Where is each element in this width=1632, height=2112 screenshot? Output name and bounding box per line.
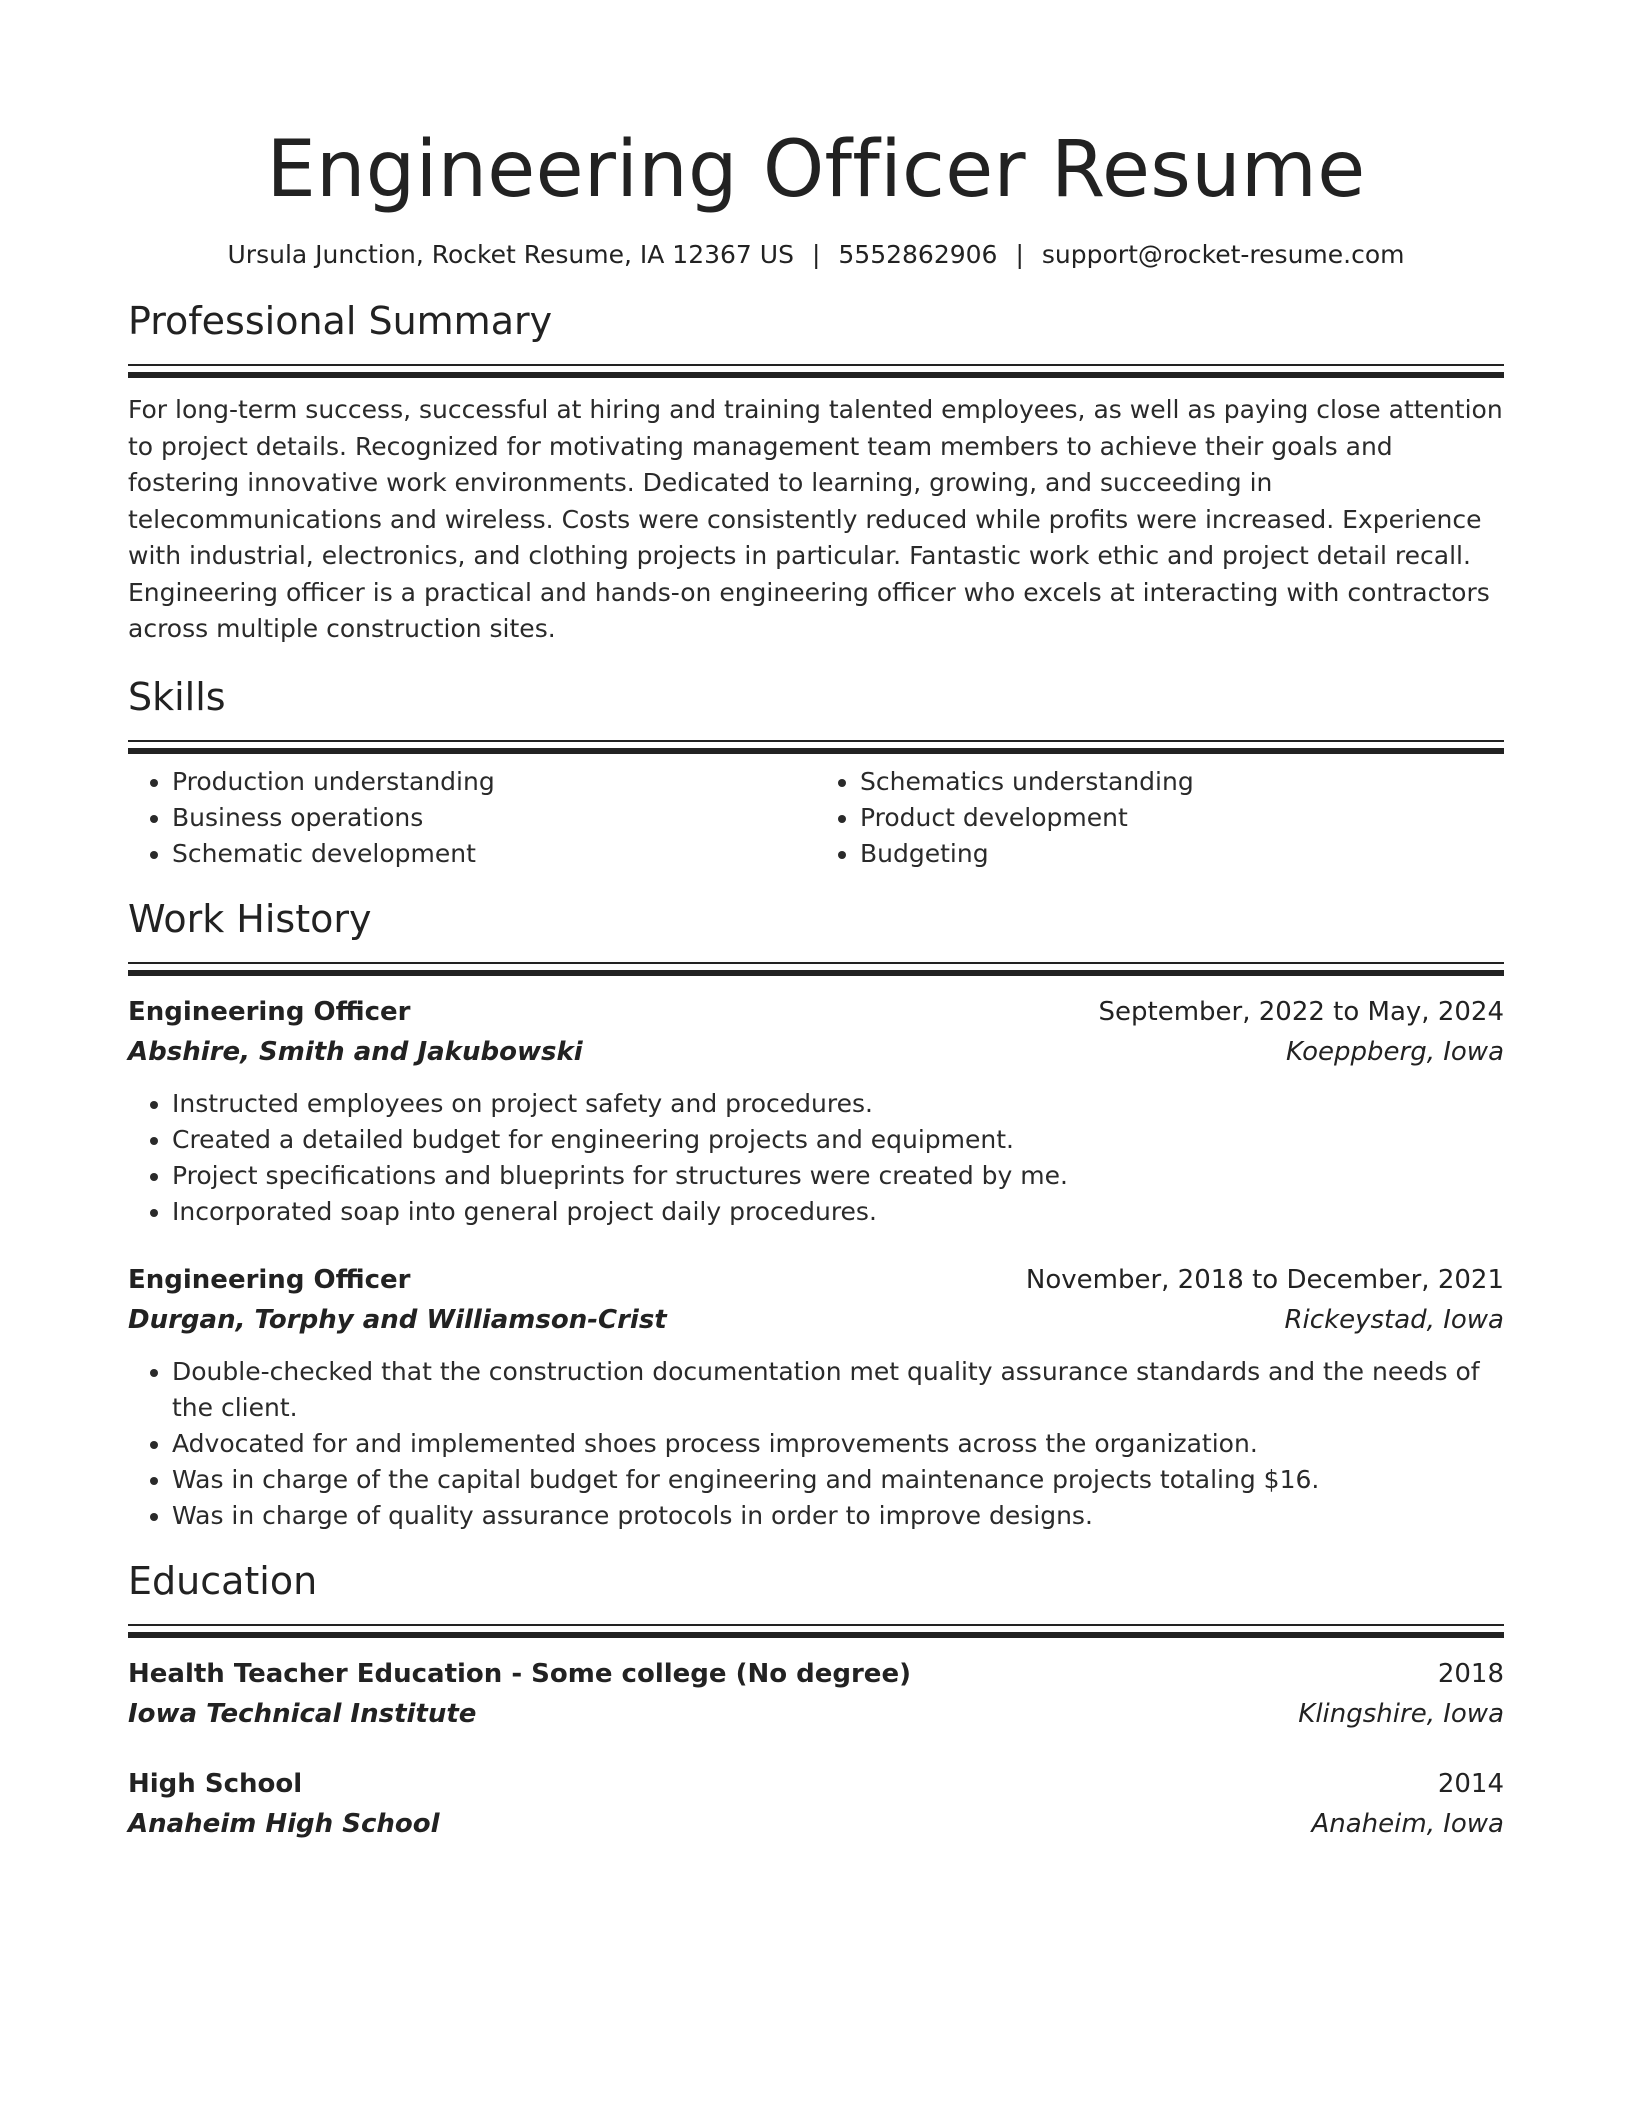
education-heading: Education [128, 1558, 318, 1603]
job-bullets [128, 1354, 1504, 1534]
education-header [128, 1764, 1504, 1804]
job-bullet: • Incorporated soap into general project daily procedures. [172, 1194, 1504, 1230]
job-company: Abshire, Smith and Jakubowski [128, 1036, 583, 1067]
job-subheader [128, 1300, 1504, 1340]
skill-item: • Schematics understanding [860, 764, 1504, 800]
job-bullet: • Double-checked that the construction documentation met quality assurance standards and the needs of the client. [172, 1354, 1504, 1426]
job-entry [128, 992, 1504, 1230]
education-header [128, 1654, 1504, 1694]
job-bullet: • Advocated for and implemented shoes process improvements across the organization. [172, 1426, 1504, 1462]
education-year: 2018 [1437, 1658, 1504, 1689]
skills-heading: Skills [128, 674, 226, 719]
education-degree: Health Teacher Education - Some college (No degree) [128, 1658, 911, 1689]
skill-item: • Business operations [172, 800, 816, 836]
section-divider [128, 1624, 1504, 1638]
contact-line [128, 238, 1504, 272]
contact-separator: | [811, 240, 821, 269]
education-school: Iowa Technical Institute [128, 1698, 477, 1729]
education-entry [128, 1764, 1504, 1844]
work-heading: Work History [128, 896, 372, 941]
job-dates: November, 2018 to December, 2021 [1025, 1264, 1504, 1295]
job-bullets [128, 1086, 1504, 1230]
education-school: Anaheim High School [128, 1808, 440, 1839]
contact-email: support@rocket-resume.com [1041, 240, 1405, 269]
education-degree: High School [128, 1768, 303, 1799]
education-location: Anaheim, Iowa [1311, 1808, 1504, 1839]
education-subheader [128, 1804, 1504, 1844]
work-section [128, 894, 1504, 1534]
education-subheader [128, 1694, 1504, 1734]
summary-heading: Professional Summary [128, 299, 553, 343]
job-bullet: • Project specifications and blueprints for structures were created by me. [172, 1158, 1504, 1194]
resume-title: Engineering Officer Resume [266, 125, 1366, 215]
section-divider [128, 364, 1504, 378]
education-year: 2014 [1437, 1768, 1504, 1799]
summary-text: For long-term success, successful at hiring and training talented employees, as well as paying close attention to project details. Recognized for motivating management team members to achieve their goals and fostering innovative work environments. Dedicated to learning, growing, and succeeding in telecommunications and wireless. Costs were consistently reduced while profits were increased. Experience with industrial, electronics, and clothing projects in particular. Fantastic work ethic and project detail recall. Engineering officer is a practical and hands-on engineering officer who excels at interacting with contractors across multiple construction sites. [128, 395, 1503, 643]
job-company: Durgan, Torphy and Williamson-Crist [128, 1304, 667, 1335]
job-header [128, 992, 1504, 1032]
job-header [128, 1260, 1504, 1300]
education-entry [128, 1654, 1504, 1734]
skill-item: • Budgeting [860, 836, 1504, 872]
job-bullet: • Was in charge of the capital budget for engineering and maintenance projects totaling $16. [172, 1462, 1504, 1498]
section-divider [128, 962, 1504, 976]
job-title: Engineering Officer [128, 996, 411, 1027]
section-divider [128, 740, 1504, 754]
job-location: Rickeystad, Iowa [1284, 1304, 1504, 1335]
job-bullet: • Instructed employees on project safety and procedures. [172, 1086, 1504, 1122]
skills-column-right [816, 764, 1504, 872]
job-bullet: • Created a detailed budget for engineering projects and equipment. [172, 1122, 1504, 1158]
contact-phone: 5552862906 [838, 240, 998, 269]
skill-item: • Schematic development [172, 836, 816, 872]
skill-item: • Product development [860, 800, 1504, 836]
job-entry [128, 1260, 1504, 1534]
summary-section [128, 296, 1504, 648]
job-subheader [128, 1032, 1504, 1072]
education-location: Klingshire, Iowa [1298, 1698, 1504, 1729]
skills-list [128, 764, 1504, 872]
skills-section [128, 672, 1504, 872]
contact-separator: | [1015, 240, 1024, 269]
job-location: Koeppberg, Iowa [1285, 1036, 1504, 1067]
job-dates: September, 2022 to May, 2024 [1098, 996, 1504, 1027]
skills-column-left [128, 764, 816, 872]
skill-item: • Production understanding [172, 764, 816, 800]
job-title: Engineering Officer [128, 1264, 411, 1295]
job-bullet: • Was in charge of quality assurance protocols in order to improve designs. [172, 1498, 1504, 1534]
education-section [128, 1556, 1504, 1844]
contact-address: Ursula Junction, Rocket Resume, IA 12367 US [227, 240, 794, 269]
